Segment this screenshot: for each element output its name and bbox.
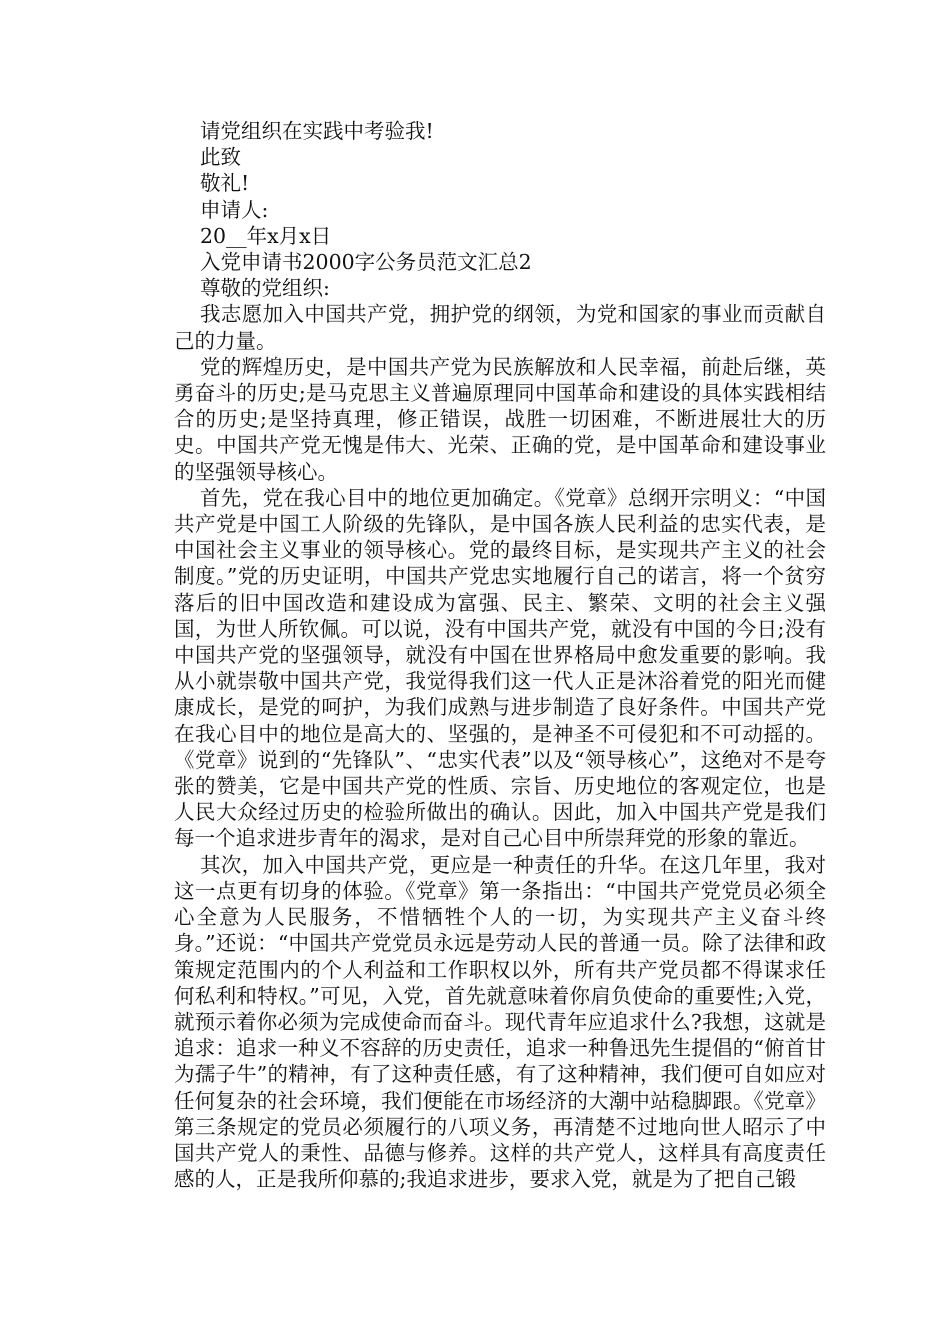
closing-request: 请党组织在实践中考验我!: [200, 119, 434, 143]
paragraph: 党的辉煌历史，是中国共产党为民族解放和人民幸福，前赴后继，英勇奋斗的历史;是马克思主义普遍原理同中国革命和建设的具体实践相结合的历史;是坚持真理，修正错误，战胜一切困难，不断进展壮大的历史。中国共产党无愧是伟大、光荣、正确的党，是中国革命和建设事业的坚强领导核心。: [174, 354, 826, 484]
paragraph: 其次，加入中国共产党，更应是一种责任的升华。在这几年里，我对这一点更有切身的体验。《党章》第一条指出：“中国共产党党员必须全心全意为人民服务，不惜牺牲个人的一切，为实现共产主义奋斗终身。”还说：“中国共产党党员永远是劳动人民的普通一员。除了法律和政策规定范围内的个人利益和工作职权以外，所有共产党员都不得谋求任何私利和特权。”可见，入党，首先就意味着你肩负使命的重要性;入党，就预示着你必须为完成使命而奋斗。现代青年应追求什么?我想，这就是追求：追求一种义不容辞的历史责任，追求一种鲁迅先生提倡的“俯首甘为孺子牛”的精神，有了这种责任感，有了这种精神，我们便可自如应对任何复杂的社会环境，我们便能在市场经济的大潮中站稳脚跟。《党章》第三条规定的党员必须履行的八项义务，再清楚不过地向世人昭示了中国共产党人的秉性、品德与修养。这样的共产党人，这样具有高度责任感的人，正是我所仰慕的;我追求进步，要求入党，就是为了把自己锻: [174, 852, 826, 1192]
greeting: 尊敬的党组织:: [200, 276, 330, 301]
closing-salutation-1: 此致: [200, 145, 241, 170]
closing-salutation-2: 敬礼!: [200, 171, 250, 196]
document-title: 入党申请书2000字公务员范文汇总2: [200, 250, 532, 275]
paragraph: 首先，党在我心目中的地位更加确定。《党章》总纲开宗明义：“中国共产党是中国工人阶级的先锋队，是中国各族人民利益的忠实代表，是中国社会主义事业的领导核心。党的最终目标，是实现共产主义的社会制度。”党的历史证明，中国共产党忠实地履行自己的诺言，将一个贫穷落后的旧中国改造和建设成为富强、民主、繁荣、文明的社会主义强国，为世人所钦佩。可以说，没有中国共产党，就没有中国的今日;没有中国共产党的坚强领导，就没有中国在世界格局中愈发重要的影响。我从小就崇敬中国共产党，我觉得我们这一代人正是沐浴着党的阳光而健康成长，是党的呵护，为我们成熟与进步制造了良好条件。中国共产党在我心目中的地位是高大的、坚强的，是神圣不可侵犯和不可动摇的。《党章》说到的“先锋队”、“忠实代表”以及“领导核心”，这绝对不是夸张的赞美，它是中国共产党的性质、宗旨、历史地位的客观定位，也是人民大众经过历史的检验所做出的确认。因此，加入中国共产党是我们每一个追求进步青年的渴求，是对自己心目中所崇拜党的形象的靠近。: [174, 485, 826, 851]
document-page: [174, 118, 826, 1192]
date-line: 20__年x月x日: [200, 223, 332, 248]
paragraph: 我志愿加入中国共产党，拥护党的纲领，为党和国家的事业而贡献自己的力量。: [174, 302, 826, 353]
applicant-label: 申请人:: [200, 197, 269, 222]
